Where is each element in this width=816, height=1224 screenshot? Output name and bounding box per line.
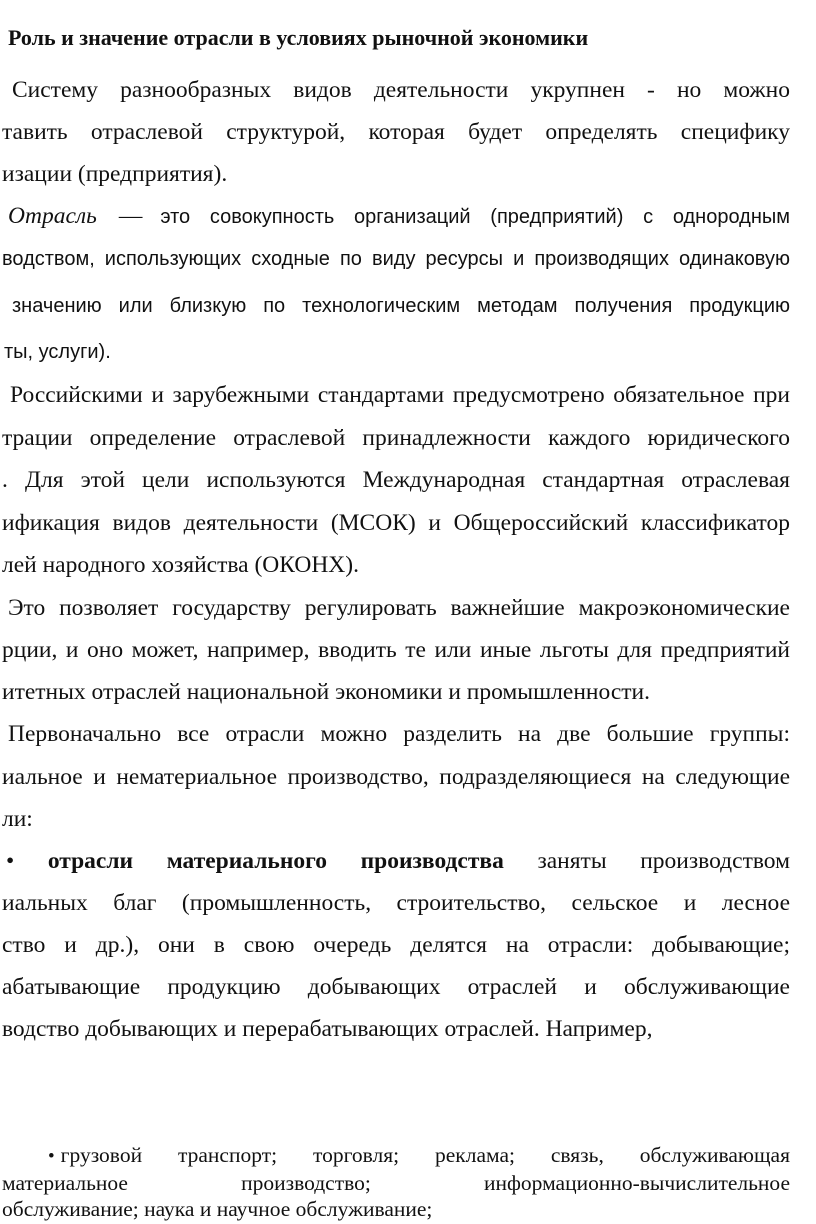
p1-line-1: Систему разнообразных видов деятельности укрупнен - но можно xyxy=(12,77,790,103)
p1-line-3: изации (предприятия). xyxy=(2,161,228,187)
p2-line-1-text: это совокупность организаций (предприятий) с однородным xyxy=(160,206,790,228)
bullet1-line-2: иальных благ (промышленность, строительство, сельское и лесное xyxy=(2,890,790,916)
bullet2-line-1 xyxy=(48,1140,790,1170)
p3-line-1: Российскими и зарубежными стандартами предусмотрено обязательное при xyxy=(10,382,790,408)
term-otrasl: Отрасль xyxy=(8,203,97,229)
bullet1-bold-3: производства xyxy=(360,848,504,874)
bullet2-line-2: материальное производство; информационно-вычислительное xyxy=(2,1171,790,1195)
p2-line-3: значению или близкую по технологическим методам получения продукцию xyxy=(12,295,790,317)
p4-line-1: Это позволяет государству регулировать важнейшие макроэкономические xyxy=(8,595,790,621)
p5-line-1: Первоначально все отрасли можно разделить на две большие группы: xyxy=(8,721,790,747)
p2-line-2: водством, использующих сходные по виду ресурсы и производящих одинаковую xyxy=(2,248,790,270)
bullet1-word-1: заняты xyxy=(537,848,607,874)
bullet1-marker: • xyxy=(6,848,15,874)
p3-line-4: ификация видов деятельности (МСОК) и Общероссийский классификатор xyxy=(2,510,790,536)
p4-line-2: рции, и оно может, например, вводить те или иные льготы для предприятий xyxy=(2,637,790,663)
bullet2-line-1-text: грузовой транспорт; торговля; реклама; связь, обслуживающая xyxy=(60,1143,790,1167)
p4-line-3: итетных отраслей национальной экономики и промышленности. xyxy=(2,679,650,705)
bullet1-line-5: водство добывающих и перерабатывающих отраслей. Например, xyxy=(2,1016,653,1042)
bullet2-marker: • xyxy=(48,1146,55,1167)
bullet1-line-4: абатывающие продукцию добывающих отраслей и обслуживающие xyxy=(2,974,790,1000)
bullet1-word-2: производством xyxy=(640,848,790,874)
p5-line-2: иальное и нематериальное производство, подразделяющиеся на следующие xyxy=(2,764,790,790)
bullet1-bold-1: отрасли xyxy=(47,848,134,874)
bullet2-line-3: обслуживание; наука и научное обслуживание; xyxy=(2,1197,433,1221)
p3-line-5: лей народного хозяйства (ОКОНХ). xyxy=(2,552,359,578)
p3-line-2: трации определение отраслевой принадлежности каждого юридического xyxy=(2,425,790,451)
p5-line-3: ли: xyxy=(2,806,33,832)
bullet1-bold-2: материального xyxy=(166,848,327,874)
p1-line-2: тавить отраслевой структурой, которая будет определять специфику xyxy=(2,119,790,145)
p3-line-3: . Для этой цели используются Международная стандартная отраслевая xyxy=(2,467,790,493)
p2-line-4: ты, услуги). xyxy=(4,341,111,363)
p2-line-1 xyxy=(8,201,790,231)
bullet1-line-3: ство и др.), они в свою очередь делятся на отрасли: добывающие; xyxy=(2,932,790,958)
document-title: Роль и значение отрасли в условиях рыночной экономики xyxy=(8,25,589,50)
bullet1-line-1 xyxy=(6,846,790,876)
em-dash: — xyxy=(118,203,143,229)
